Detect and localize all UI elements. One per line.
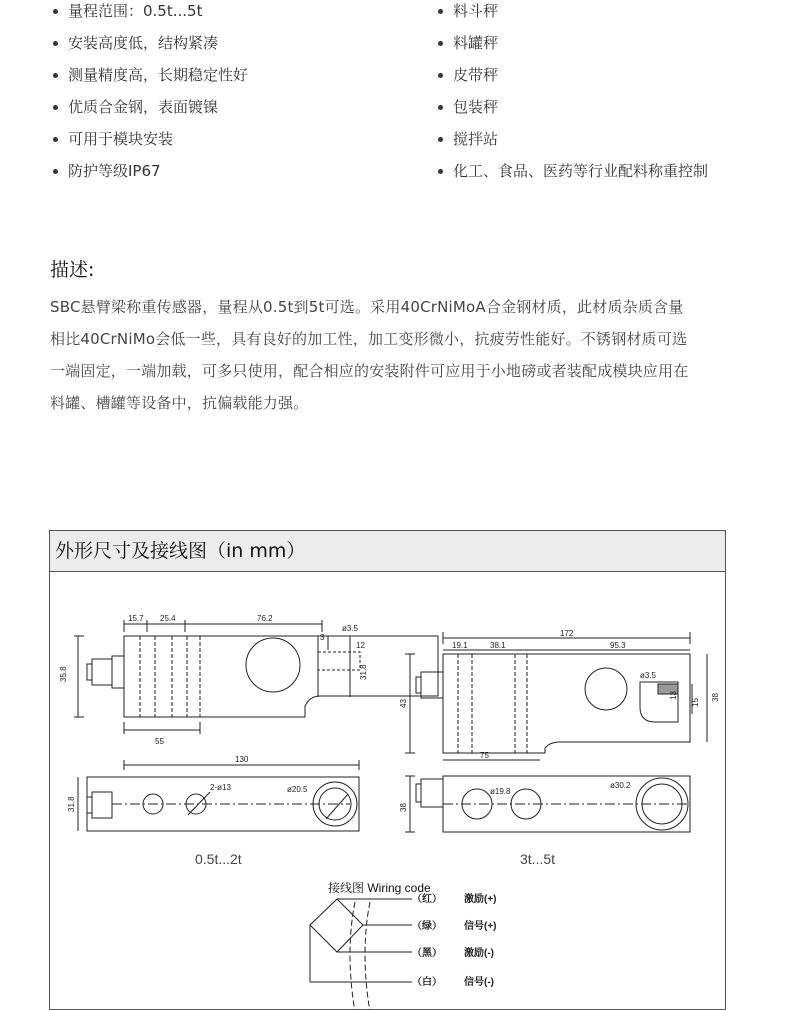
load-hole [246, 638, 300, 692]
wiring-diagram [310, 899, 412, 1010]
dim-label: 25.4 [160, 614, 176, 623]
dim-label: ø19.8 [490, 787, 511, 796]
wire-signal: 激励(-) [464, 948, 494, 959]
wire-color: （白） [412, 977, 442, 988]
wire-color: （绿） [412, 921, 442, 932]
feature-item: 测量精度高，长期稳定性好 [50, 64, 248, 96]
wire-color: （黑） [412, 948, 442, 959]
application-item: 皮带秤 [435, 64, 708, 96]
dim-label: 2-ø13 [210, 783, 231, 792]
dim-label: 76.2 [257, 614, 273, 623]
wire-signal: 信号(-) [464, 977, 494, 988]
wheatstone-bridge [310, 899, 363, 952]
small-caption: 0.5t...2t [195, 851, 242, 867]
dim-label: 38 [711, 693, 720, 702]
features-list-left [50, 0, 248, 192]
feature-item: 量程范围：0.5t...5t [50, 0, 248, 32]
dim-label: 15 [691, 698, 700, 707]
description-line: SBC悬臂梁称重传感器，量程从0.5t到5t可选。采用40CrNiMoA合金钢材质，此材质杂质含量 [50, 298, 684, 316]
application-item: 化工、食品、医药等行业配料称重控制 [435, 160, 708, 192]
dim-label: 35.8 [59, 666, 68, 682]
wire-signal: 激励(+) [464, 894, 497, 905]
dim-label: 19.1 [452, 641, 468, 650]
description-body [50, 291, 732, 419]
large-caption: 3t...5t [520, 851, 556, 867]
dim-label: 13 [669, 691, 678, 700]
description-line: 一端固定，一端加载，可多只使用，配合相应的安装附件可应用于小地磅或者装配成模块应用在 [50, 362, 689, 380]
application-item: 包装秤 [435, 96, 708, 128]
dim-label: 15.7 [128, 614, 144, 623]
dim-label: 12 [356, 641, 365, 650]
wire-signal: 信号(+) [464, 921, 497, 932]
wiring-title: 接线图 Wiring code [328, 881, 431, 895]
small-sensor-body [124, 636, 438, 717]
dim-label: 172 [560, 629, 574, 638]
dim-label: 38 [399, 803, 408, 812]
dim-label: 130 [235, 755, 249, 764]
application-item: 料罐秤 [435, 32, 708, 64]
wire-color: （红） [412, 894, 442, 905]
large-sensor-side-view [405, 632, 707, 760]
dim-label: 38.1 [490, 641, 506, 650]
large-sensor-body [443, 654, 690, 753]
feature-item: 防护等级IP67 [50, 160, 248, 192]
dimension-labels [59, 614, 720, 988]
small-sensor-side-view [74, 620, 438, 734]
dimension-drawing [50, 572, 726, 1010]
dim-label: 31.8 [359, 664, 368, 680]
dim-label: ø20.5 [287, 785, 308, 794]
dimension-panel-title: 外形尺寸及接线图（in mm） [50, 531, 725, 572]
application-item: 料斗秤 [435, 0, 708, 32]
large-sensor-top-view [405, 776, 690, 832]
application-item: 搅拌站 [435, 128, 708, 160]
dim-label: 3 [320, 633, 325, 642]
feature-item: 安装高度低，结构紧凑 [50, 32, 248, 64]
feature-item: 优质合金钢，表面镀镍 [50, 96, 248, 128]
dim-label: 31.8 [67, 796, 76, 812]
dim-label: ø3.5 [640, 671, 657, 680]
description-line: 相比40CrNiMo会低一些，具有良好的加工性，加工变形微小，抗疲劳性能好。不锈钢材质可选 [50, 330, 688, 348]
dim-label: ø30.2 [610, 781, 631, 790]
applications-list-right [435, 0, 708, 192]
cable-gland [92, 659, 112, 685]
description-line: 料罐、槽罐等设备中，抗偏载能力强。 [50, 394, 309, 412]
description-title: 描述: [50, 259, 95, 281]
dim-label: 95.3 [610, 641, 626, 650]
feature-item: 可用于模块安装 [50, 128, 248, 160]
small-sensor-top-view [78, 760, 359, 831]
dim-label: 75 [480, 751, 489, 760]
dim-label: 43 [399, 699, 408, 708]
dim-label: ø3.5 [342, 624, 359, 633]
dim-label: 55 [155, 737, 164, 746]
dimension-panel [49, 530, 726, 1010]
